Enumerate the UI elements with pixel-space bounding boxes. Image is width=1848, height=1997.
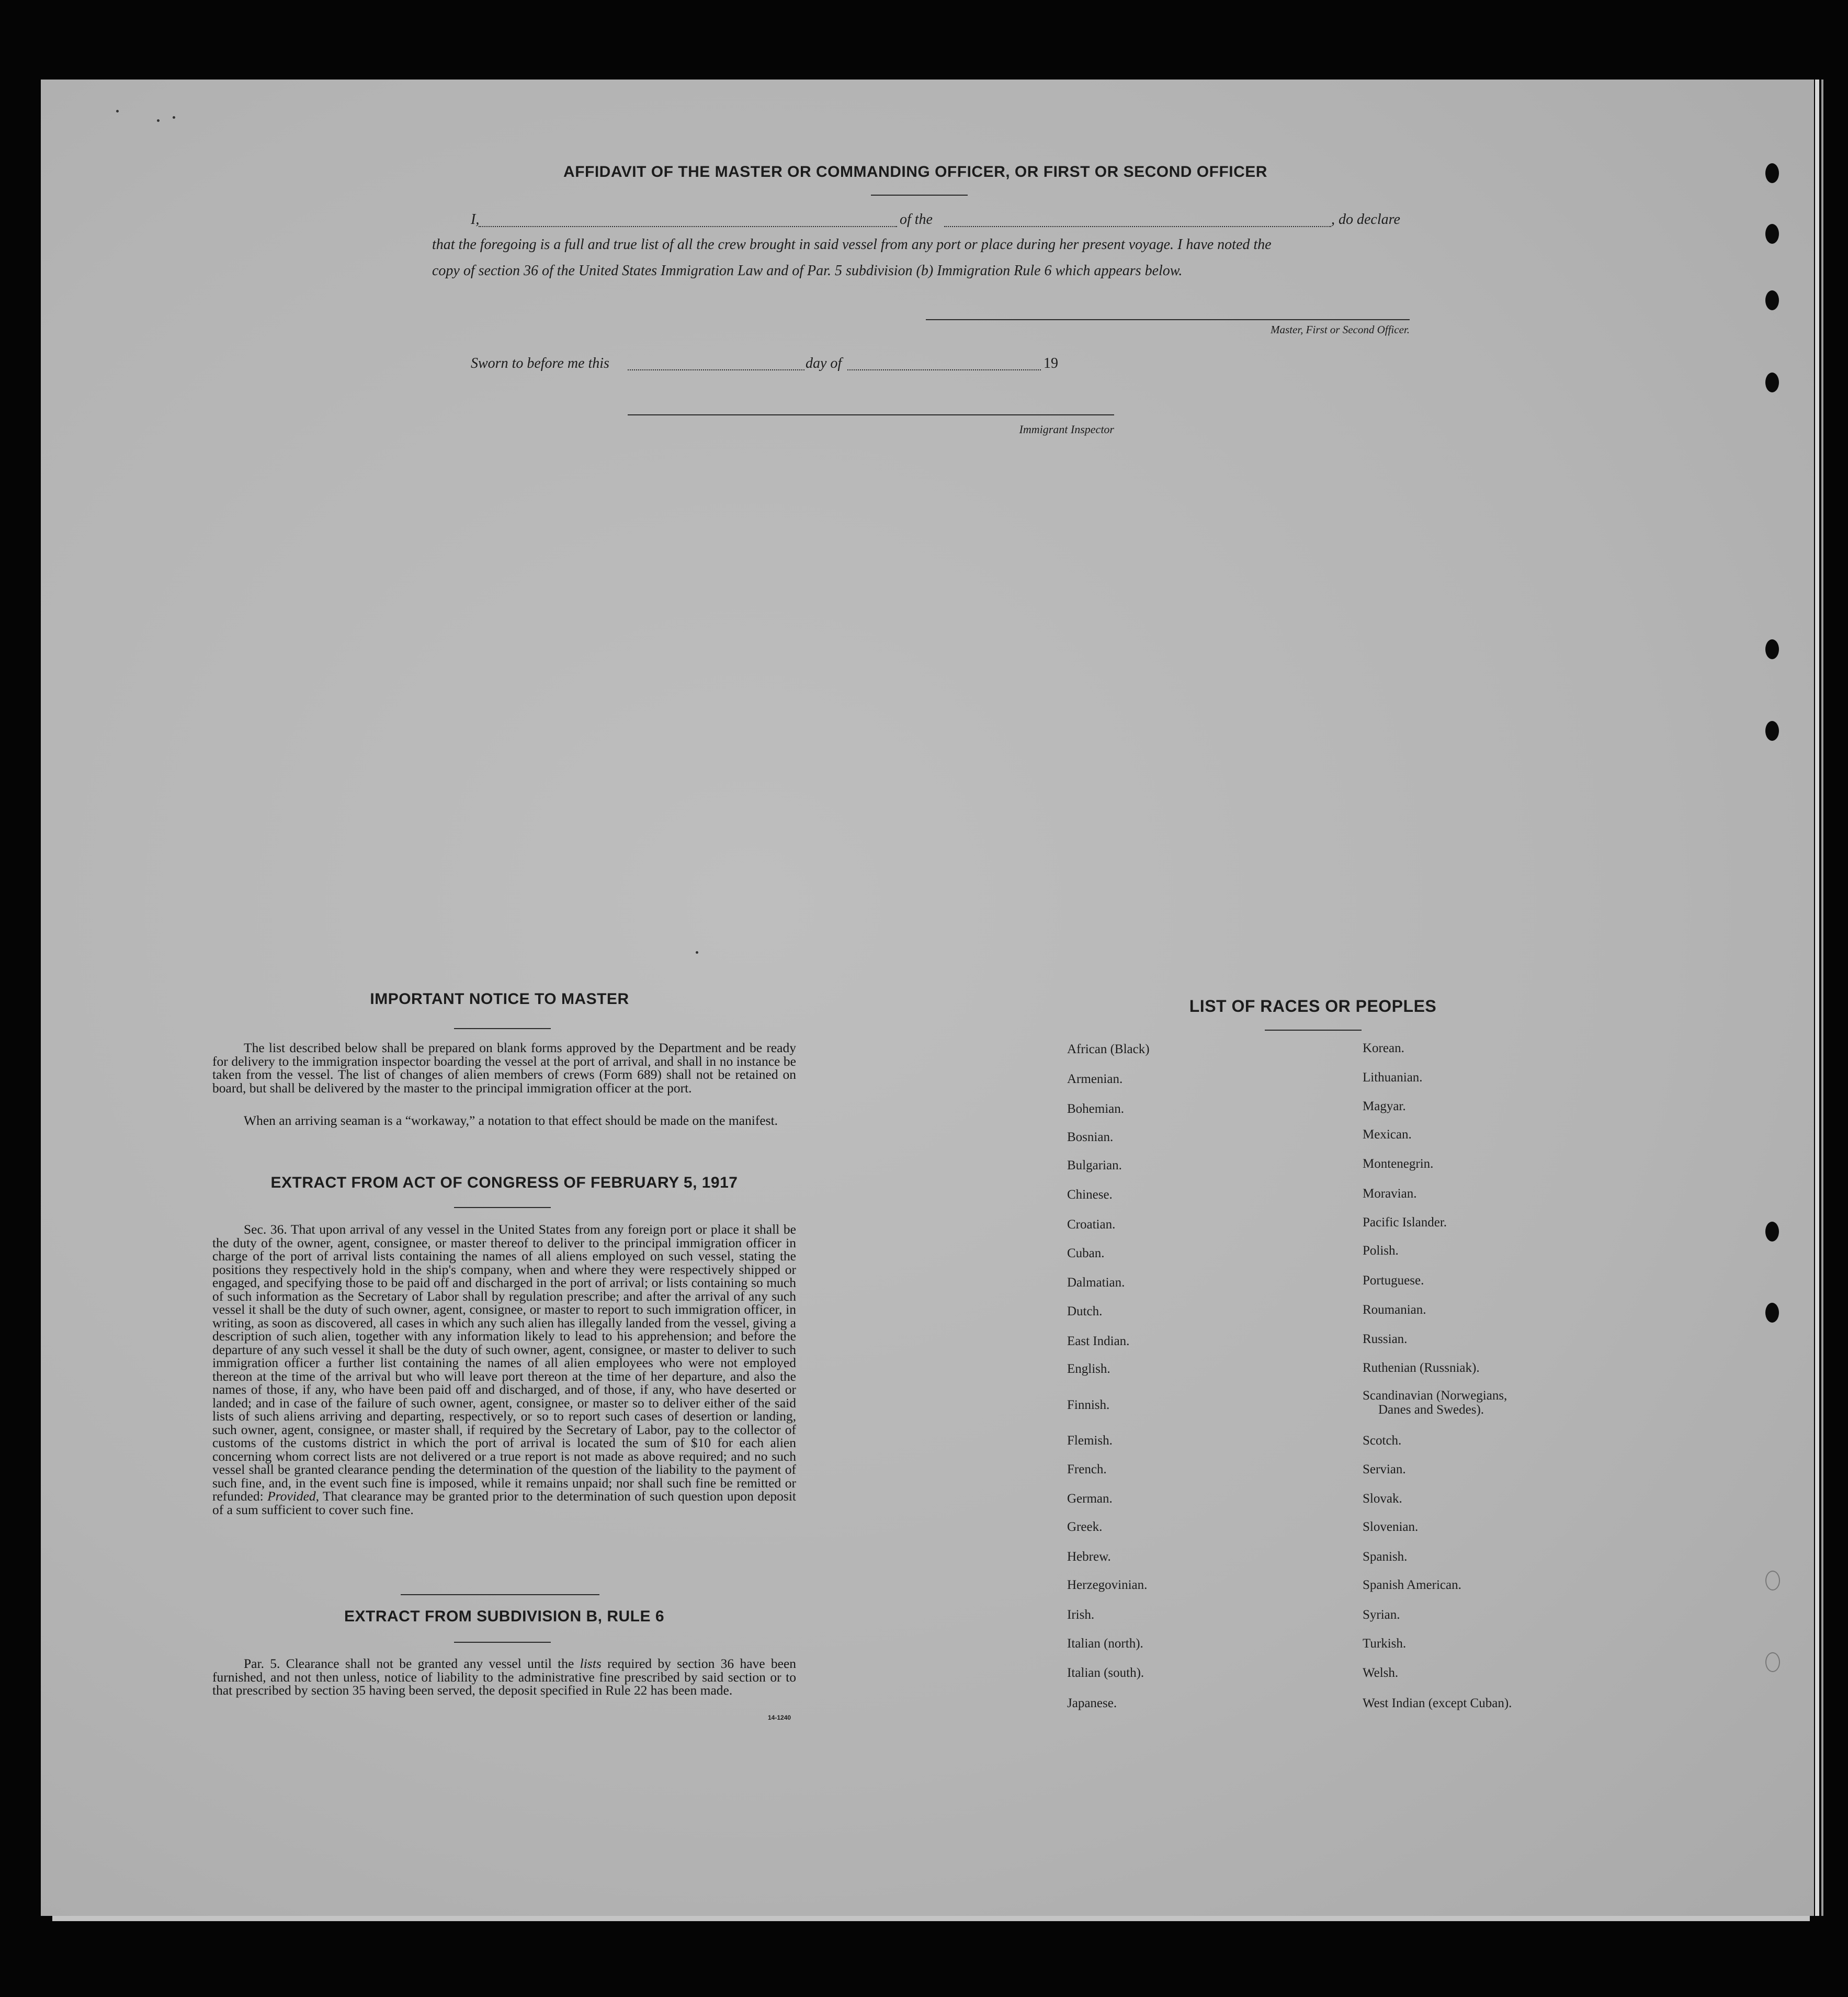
name-blank [479, 226, 897, 227]
race-entry: Ruthenian (Russniak). [1363, 1361, 1480, 1375]
extract-act-text [212, 1223, 796, 1516]
race-entry: German. [1067, 1492, 1113, 1506]
race-entry: Dutch. [1067, 1304, 1103, 1318]
affidavit-line1-prefix: I, [471, 211, 480, 228]
signature-label: Master, First or Second Officer. [1271, 323, 1410, 336]
vessel-blank [944, 226, 1331, 227]
binder-hole-icon [1765, 290, 1779, 310]
binder-hole-icon [1765, 1652, 1780, 1672]
affidavit-line1-suffix: , do declare [1331, 211, 1400, 228]
sworn-prefix: Sworn to before me this [471, 355, 609, 371]
affidavit-line1-middle: of the [900, 211, 933, 228]
binder-hole-icon [1765, 639, 1779, 659]
extract-act-rule [454, 1207, 551, 1208]
binder-hole-icon [1765, 721, 1779, 741]
extract-rule-title: EXTRACT FROM SUBDIVISION B, RULE 6 [344, 1608, 665, 1625]
extract-divider [401, 1594, 599, 1595]
race-entry: Lithuanian. [1363, 1070, 1423, 1085]
section-end: That clearance may be granted prior to the determination of such question upon deposit of a sum sufficient to cover such fine. [212, 1488, 796, 1517]
race-entry: Italian (north). [1067, 1637, 1143, 1651]
race-entry: Moravian. [1363, 1187, 1417, 1201]
form-number: 14-1240 [768, 1714, 791, 1721]
extract-act-title: EXTRACT FROM ACT OF CONGRESS OF FEBRUARY 5, 1917 [270, 1174, 738, 1191]
day-blank [628, 369, 804, 370]
binder-hole-icon [1765, 1571, 1780, 1590]
race-entry: English. [1067, 1362, 1110, 1376]
race-entry: Bohemian. [1067, 1102, 1125, 1116]
binder-hole-icon [1765, 373, 1779, 392]
race-entry: Pacific Islander. [1363, 1215, 1447, 1229]
race-entry: Cuban. [1067, 1246, 1105, 1260]
race-entry: East Indian. [1067, 1334, 1130, 1348]
race-entry: Slovenian. [1363, 1520, 1419, 1534]
race-entry: Greek. [1067, 1520, 1103, 1534]
ink-speck [173, 116, 175, 119]
race-entry: Italian (south). [1067, 1666, 1144, 1680]
race-entry: Flemish. [1067, 1434, 1113, 1448]
races-title: LIST OF RACES OR PEOPLES [1189, 997, 1437, 1016]
race-entry: African (Black) [1067, 1042, 1150, 1056]
title-rule [871, 195, 968, 196]
notice-para1: The list described below shall be prepared on blank forms approved by the Department and be ready for delivery to the immigration inspector boarding the vessel at the port of arrival, and shall in no instance be taken from the vessel. The list of changes of alien members of crews (Form 689) shall not be retained on board, but shall be delivered by the master to the principal immigration officer at the port. [212, 1040, 796, 1096]
race-entry: Servian. [1363, 1462, 1406, 1476]
race-entry: Scotch. [1363, 1434, 1402, 1448]
rule-text-b: required by section 36 have been furnished, and not then unless, notice of liability to the administrative fine prescribed by said section or to that prescribed by section 35 having been served, the deposit specified in Rule 22 has been made. [212, 1656, 797, 1698]
race-entry: Herzegovinian. [1067, 1578, 1148, 1592]
page-edge [1815, 80, 1819, 1916]
race-entry-continuation: Danes and Swedes). [1378, 1403, 1484, 1417]
race-entry: Chinese. [1067, 1188, 1113, 1202]
binder-hole-icon [1765, 224, 1779, 244]
notice-rule [454, 1028, 551, 1029]
month-blank [847, 369, 1041, 370]
ink-speck [116, 110, 119, 112]
race-entry: Polish. [1363, 1244, 1399, 1258]
race-entry: Syrian. [1363, 1608, 1400, 1622]
inspector-label: Immigrant Inspector [1019, 423, 1114, 436]
race-entry: Dalmatian. [1067, 1276, 1125, 1290]
section-body: That upon arrival of any vessel in the United States from any foreign port or place it shall be the duty of the owner, agent, consignee, or master thereof to deliver to the principal immigration officer in charge of the port of arrival lists containing the names of all aliens employed on such vessel, stating the positions they respectively hold in the ship's company, when and where they were respectively shipped or engaged, and specifying those to be paid off and discharged in the port of arrival; or lists containing so much of such information as the Secretary of Labor shall by regulation prescribe; and after the arrival of any such vessel it shall be the duty of such owner, agent, consignee, or master to report to such immigration officer, in writing, as soon as discovered, all cases in which any such alien has illegally landed from the vessel, giving a description of such alien, together with any information likely to lead to his apprehension; and before the departure of any such vessel it shall be the duty of such owner, agent, consignee, or master to deliver to such immigration officer a further list containing the names of all alien employees who were not employed thereon at the time of the arrival but who will leave port thereon at the time of her departure, and also the names of those, if any, who have been paid off and discharged, and of those, if any, who have deserted or landed; and in case of the failure of such owner, agent, consignee, or master so to deliver either of the said lists of such aliens arriving and departing, respectively, or so to report such cases of desertion or landing, such owner, agent, consignee, or master shall, if required by the Secretary of Labor, pay to the collector of customs of the customs district in which the port of arrival is located the sum of $10 for each alien concerning whom correct lists are not delivered or a true report is not made as above required; and no such vessel shall be granted clearance pending the determination of the question of the liability to the payment of such fine, and, in the event such fine is imposed, while it remains unpaid; nor shall such fine be remitted or refunded: [212, 1222, 796, 1504]
race-entry: Montenegrin. [1363, 1157, 1434, 1171]
notice-para2: When an arriving seaman is a “workaway,” a notation to that effect should be made on the manifest. [244, 1113, 778, 1128]
race-entry: Mexican. [1363, 1127, 1412, 1142]
race-entry: Scandinavian (Norwegians, [1363, 1389, 1507, 1403]
binder-hole-icon [1765, 163, 1779, 183]
notice-title: IMPORTANT NOTICE TO MASTER [370, 990, 629, 1008]
races-rule [1265, 1030, 1362, 1031]
binder-hole-icon [1765, 1222, 1779, 1242]
affidavit-line3: copy of section 36 of the United States Immigration Law and of Par. 5 subdivision (b) Immigration Rule 6 which appears below. [432, 263, 1183, 279]
race-entry: Slovak. [1363, 1492, 1402, 1506]
race-entry: West Indian (except Cuban). [1363, 1696, 1512, 1710]
race-entry: Russian. [1363, 1332, 1408, 1346]
race-entry: Spanish American. [1363, 1578, 1461, 1592]
rule-text-a: Par. 5. Clearance shall not be granted any vessel until the [244, 1656, 574, 1671]
race-entry: Turkish. [1363, 1637, 1407, 1651]
race-entry: Portuguese. [1363, 1273, 1424, 1288]
binder-hole-icon [1765, 1303, 1779, 1323]
race-entry: Spanish. [1363, 1550, 1408, 1564]
race-entry: Armenian. [1067, 1072, 1123, 1086]
race-entry: Hebrew. [1067, 1550, 1111, 1564]
ink-speck [696, 951, 698, 954]
race-entry: Irish. [1067, 1608, 1095, 1622]
race-entry: Roumanian. [1363, 1303, 1426, 1317]
inspector-line [628, 414, 1114, 415]
race-entry: Croatian. [1067, 1217, 1116, 1232]
page-edge-shadow [1821, 80, 1823, 1916]
signature-line [926, 319, 1410, 320]
section-label: Sec. 36. [244, 1222, 287, 1237]
ink-speck [157, 119, 160, 122]
race-entry: Bosnian. [1067, 1130, 1114, 1144]
extract-rule-text [212, 1657, 796, 1697]
sworn-year: 19 [1044, 355, 1058, 371]
affidavit-title: AFFIDAVIT OF THE MASTER OR COMMANDING OFFICER, OR FIRST OR SECOND OFFICER [563, 163, 1267, 180]
race-entry: Magyar. [1363, 1099, 1406, 1113]
provided-word: Provided, [267, 1488, 320, 1504]
extract-rule-rule [454, 1642, 551, 1643]
race-entry: Finnish. [1067, 1398, 1110, 1412]
affidavit-line2: that the foregoing is a full and true list of all the crew brought in said vessel from any port or place during her present voyage. I have noted the [432, 236, 1272, 253]
race-entry: Korean. [1363, 1041, 1404, 1055]
race-entry: French. [1067, 1462, 1107, 1476]
race-entry: Bulgarian. [1067, 1158, 1122, 1172]
sworn-day: day of [806, 355, 842, 371]
race-entry: Japanese. [1067, 1696, 1117, 1710]
page-bottom-edge [52, 1916, 1810, 1921]
race-entry: Welsh. [1363, 1666, 1399, 1680]
lists-word: lists [580, 1656, 602, 1671]
